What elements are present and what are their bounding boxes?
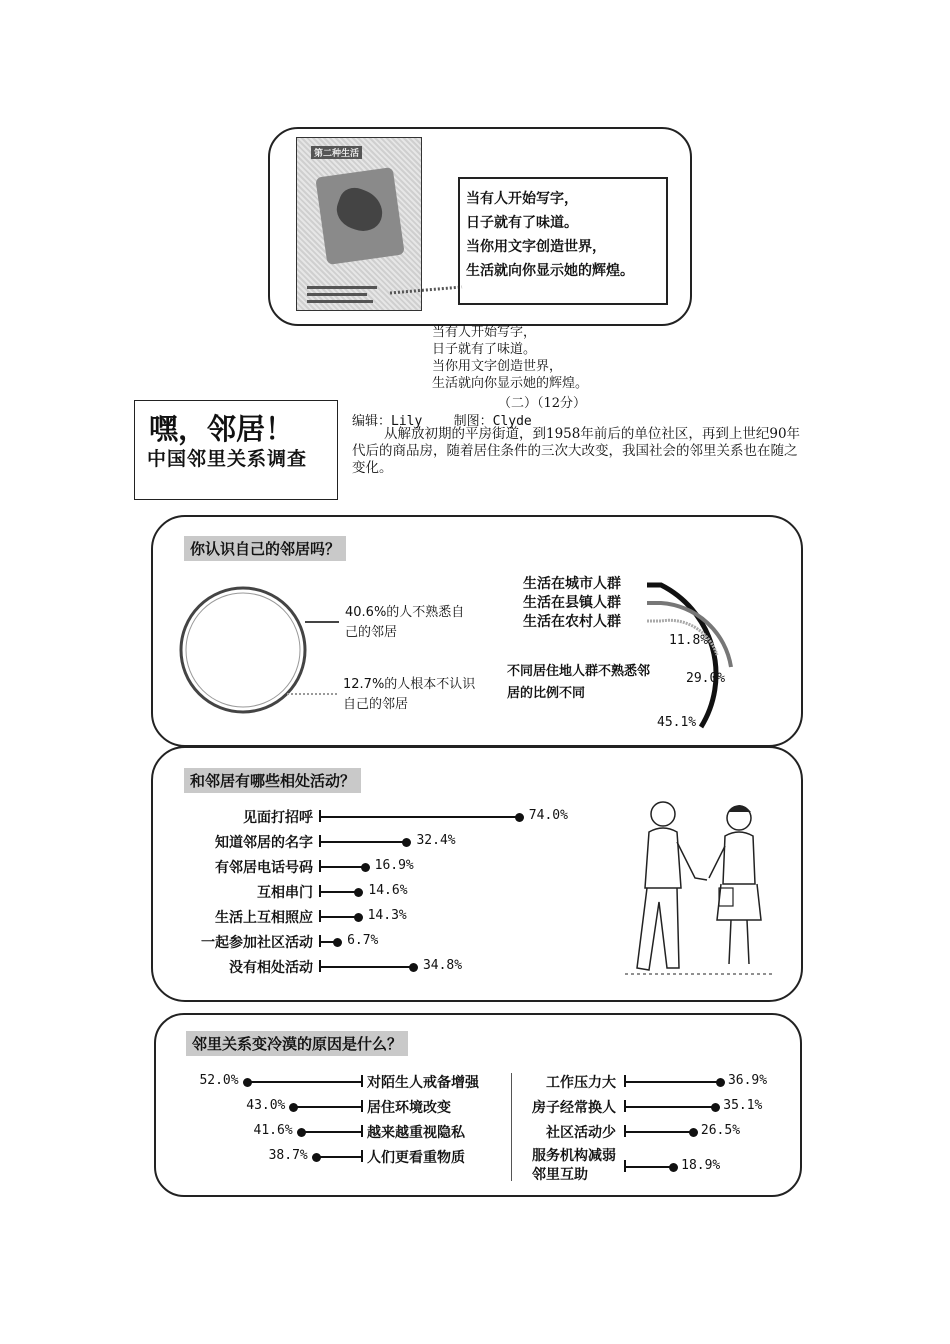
- activity-value: 34.8%: [422, 958, 463, 973]
- reason-tick: [361, 1150, 363, 1162]
- legend-rural: 生活在农村人群: [523, 614, 621, 630]
- activity-dot: [402, 838, 411, 847]
- reason-dot: [716, 1078, 725, 1087]
- activity-label: 一起参加社区活动: [201, 935, 313, 951]
- book-title: 第二种生活: [311, 146, 362, 159]
- activity-dot: [361, 863, 370, 872]
- panel2-heading: 和邻居有哪些相处活动？: [184, 768, 361, 793]
- activity-label: 知道邻居的名字: [215, 835, 313, 851]
- activity-dot: [354, 888, 363, 897]
- activity-bar: [319, 916, 358, 918]
- activity-label: 有邻居电话号码: [215, 860, 313, 876]
- poem-line-4: 生活就向你显示她的辉煌。: [466, 263, 634, 279]
- reason-tick: [361, 1125, 363, 1137]
- reason-bar: [293, 1106, 361, 1108]
- activity-dot: [515, 813, 524, 822]
- reason-label: 社区活动少: [546, 1125, 616, 1141]
- credits: 编辑：Lily 制图：Clyde: [352, 414, 532, 429]
- activity-dot: [333, 938, 342, 947]
- arc-chart: [641, 577, 771, 737]
- caption-line-4: 生活就向你显示她的辉煌。: [432, 376, 589, 391]
- reason-dot: [689, 1128, 698, 1137]
- caption-line-1: 当有人开始写字，: [432, 325, 537, 340]
- main-title: 嘿，邻居！: [149, 412, 295, 446]
- ring-label-b: 12.7%的人根本不认识自己的邻居: [343, 677, 476, 712]
- activity-bar: [319, 866, 365, 868]
- poem-line-1: 当有人开始写字，: [466, 191, 578, 207]
- city-value: 45.1%: [657, 715, 697, 730]
- reason-bar: [301, 1131, 361, 1133]
- reason-value: 18.9%: [681, 1158, 721, 1173]
- poem-line-3: 当你用文字创造世界，: [466, 239, 606, 255]
- reason-label: 服务机构减弱邻里互助: [532, 1148, 616, 1183]
- reason-bar: [316, 1156, 361, 1158]
- caption-line-3: 当你用文字创造世界，: [432, 359, 563, 374]
- reason-value: 43.0%: [246, 1098, 286, 1113]
- poem-line-2: 日子就有了味道。: [466, 215, 578, 231]
- activity-bar: [319, 816, 519, 818]
- reason-value: 41.6%: [253, 1123, 293, 1138]
- activity-bar: [319, 966, 413, 968]
- panel-activities: [151, 746, 803, 1002]
- activity-value: 14.3%: [367, 908, 407, 923]
- poem-panel: [268, 127, 692, 326]
- reason-dot: [711, 1103, 720, 1112]
- activity-dot: [409, 963, 418, 972]
- reason-label: 房子经常换人: [532, 1100, 616, 1116]
- caption: [432, 324, 588, 392]
- activity-bar: [319, 841, 406, 843]
- reason-bar: [624, 1081, 720, 1083]
- reason-bar: [247, 1081, 361, 1083]
- pointer-arrow: [388, 279, 468, 299]
- intro-paragraph: 从解放初期的平房街道，到1958年前后的单位社区，再到上世纪90年代后的商品房，随着居住条件的三次大改变，我国社会的邻里关系也在随之变化。: [352, 426, 801, 476]
- activity-label: 生活上互相照应: [215, 910, 313, 926]
- activity-value: 16.9%: [374, 858, 414, 873]
- reason-value: 38.7%: [268, 1148, 308, 1163]
- section-marker: （二）（12分）: [498, 396, 587, 411]
- activity-value: 74.0%: [528, 808, 568, 823]
- subtitle: 中国邻里关系调查: [147, 448, 308, 470]
- activity-value: 32.4%: [416, 833, 456, 848]
- panel-know-neighbors: [151, 515, 803, 747]
- poem-box: [458, 177, 668, 305]
- arc-note: 不同居住地人群不熟悉邻居的比例不同: [507, 664, 651, 701]
- activity-label: 见面打招呼: [243, 810, 313, 826]
- panel1-heading: 你认识自己的邻居吗？: [184, 536, 346, 561]
- reason-bar: [624, 1131, 693, 1133]
- reason-value: 36.9%: [727, 1073, 768, 1088]
- reason-label: 工作压力大: [546, 1075, 616, 1091]
- reason-value: 52.0%: [199, 1073, 239, 1088]
- legend-city: 生活在城市人群: [523, 576, 621, 592]
- activity-label: 没有相处活动: [229, 960, 313, 976]
- town-value: 29.0%: [686, 671, 726, 686]
- reason-value: 26.5%: [700, 1123, 741, 1138]
- caption-line-2: 日子就有了味道。: [432, 342, 537, 357]
- reason-value: 35.1%: [723, 1098, 763, 1113]
- ring-label-a: 40.6%的人不熟悉自己的邻居: [345, 605, 465, 640]
- reason-bar: [624, 1106, 715, 1108]
- activity-dot: [354, 913, 363, 922]
- couple-illustration: [625, 792, 775, 992]
- rural-value: 11.8%: [669, 633, 709, 648]
- activity-label: 互相串门: [257, 885, 313, 901]
- legend-town: 生活在县镇人群: [523, 595, 621, 611]
- reason-dot: [669, 1163, 678, 1172]
- activity-bar: [319, 891, 358, 893]
- reason-label: 对陌生人戒备增强: [367, 1075, 479, 1091]
- reason-label: 人们更看重物质: [367, 1150, 465, 1166]
- reason-label: 居住环境改变: [367, 1100, 451, 1116]
- title-box: [134, 400, 338, 500]
- activity-value: 14.6%: [368, 883, 408, 898]
- activity-value: 6.7%: [347, 933, 379, 948]
- panel3-heading: 邻里关系变冷漠的原因是什么？: [186, 1031, 408, 1056]
- reason-tick: [361, 1075, 363, 1087]
- panel-reasons: [154, 1013, 802, 1197]
- reason-bar: [624, 1166, 673, 1168]
- reason-tick: [361, 1100, 363, 1112]
- reason-label: 越来越重视隐私: [367, 1125, 465, 1141]
